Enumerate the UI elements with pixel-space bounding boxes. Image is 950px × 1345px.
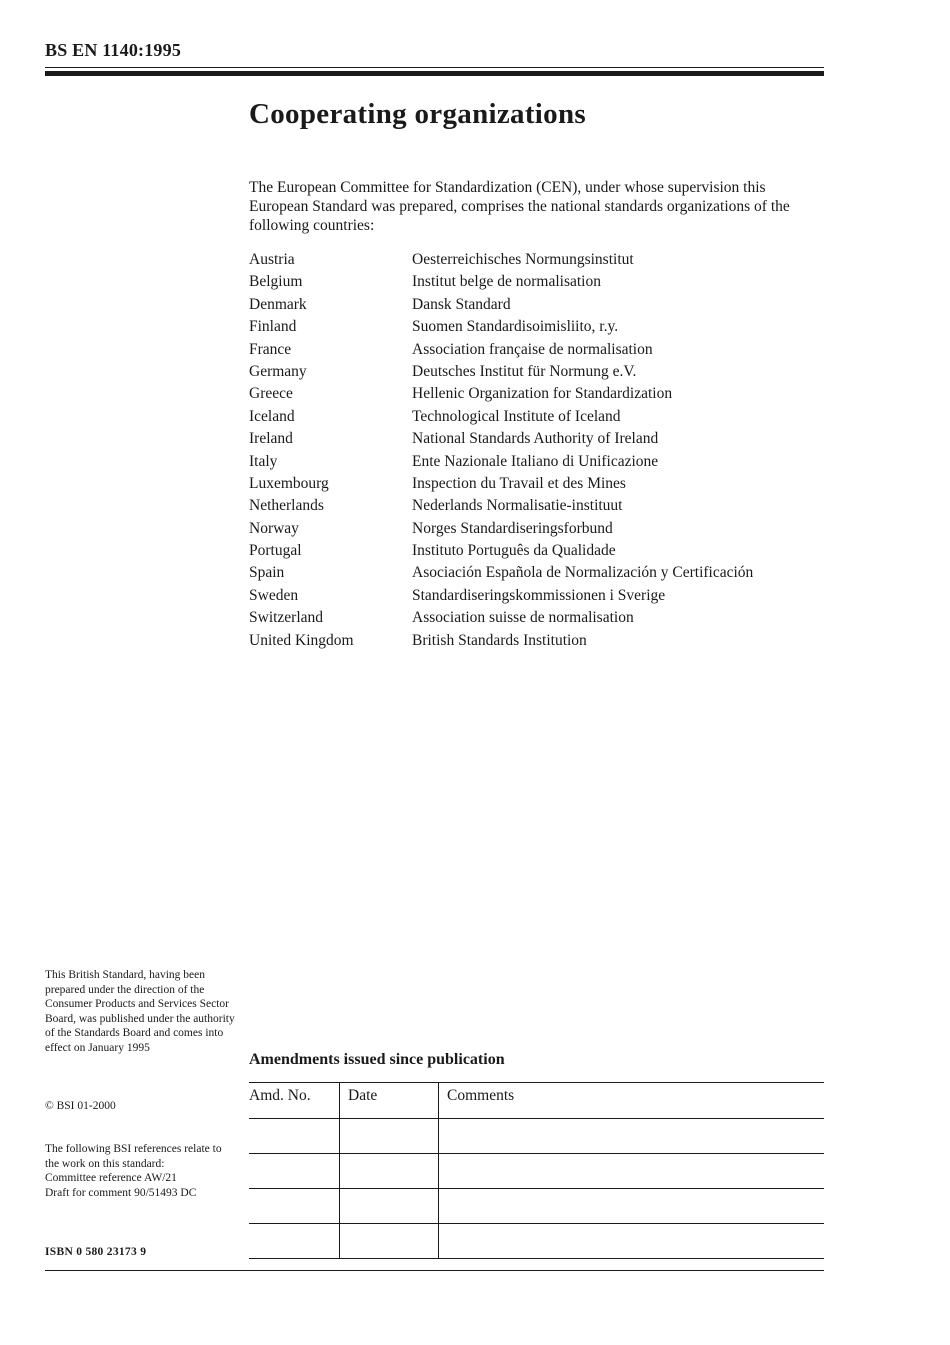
organization-name: Deutsches Institut für Normung e.V. <box>412 362 637 380</box>
isbn: ISBN 0 580 23173 9 <box>45 1246 147 1258</box>
intro-paragraph: The European Committee for Standardization (CEN), under whose supervision this European Standard was prepared, comprises the national standards organizations of the following countries: <box>249 179 790 234</box>
organization-name: British Standards Institution <box>412 631 587 649</box>
organization-row <box>249 339 824 361</box>
organization-country: Finland <box>249 318 297 336</box>
organization-country: Belgium <box>249 273 303 291</box>
publication-note-text: This British Standard, having been prepared under the direction of the Consumer Products and Services Sector Board, was published under the authority of the Standards Board and comes into effect on January 1995 <box>45 969 235 1054</box>
organization-row <box>249 562 824 584</box>
table-cell <box>249 1189 340 1224</box>
organization-row <box>249 495 824 517</box>
draft-reference: Draft for comment 90/51493 DC <box>45 1186 197 1199</box>
organization-country: Portugal <box>249 542 302 560</box>
organization-row <box>249 294 824 316</box>
organization-name: Association suisse de normalisation <box>412 609 634 627</box>
organization-country: Luxembourg <box>249 474 329 492</box>
header-rule-thin <box>45 67 824 68</box>
organization-country: France <box>249 340 292 358</box>
amendments-table <box>249 1082 824 1259</box>
copyright-text: © BSI 01-2000 <box>45 1100 116 1112</box>
publication-note <box>45 968 237 1055</box>
organization-country: Netherlands <box>249 497 324 515</box>
organization-country: Italy <box>249 452 278 470</box>
table-cell <box>439 1224 825 1259</box>
organization-country: Germany <box>249 362 307 380</box>
organization-name: Standardiseringskommissionen i Sverige <box>412 586 666 604</box>
amendments-header-row <box>249 1083 824 1119</box>
organizations-list <box>249 249 824 652</box>
column-header-amd-no: Amd. No. <box>249 1087 311 1104</box>
table-cell <box>249 1119 340 1154</box>
organization-name: Inspection du Travail et des Mines <box>412 474 626 492</box>
organization-country: Spain <box>249 564 285 582</box>
organization-row <box>249 316 824 338</box>
organization-country: United Kingdom <box>249 631 354 649</box>
organization-country: Ireland <box>249 430 293 448</box>
organization-row <box>249 607 824 629</box>
table-cell <box>340 1119 439 1154</box>
document-reference: BS EN 1140:1995 <box>45 40 182 60</box>
organization-country: Denmark <box>249 295 307 313</box>
table-cell <box>340 1224 439 1259</box>
table-row <box>249 1189 824 1224</box>
organization-country: Austria <box>249 251 295 268</box>
organization-name: Hellenic Organization for Standardization <box>412 385 673 403</box>
organization-country: Greece <box>249 385 293 403</box>
table-row <box>249 1224 824 1259</box>
table-cell <box>340 1154 439 1189</box>
organization-row <box>249 406 824 428</box>
organization-row <box>249 383 824 405</box>
organization-row <box>249 585 824 607</box>
organization-row <box>249 361 824 383</box>
organization-name: Asociación Española de Normalización y Certificación <box>412 564 754 582</box>
organization-name: National Standards Authority of Ireland <box>412 430 659 448</box>
organization-row <box>249 451 824 473</box>
column-header-date: Date <box>340 1083 439 1119</box>
bsi-references <box>45 1142 237 1200</box>
organization-name: Technological Institute of Iceland <box>412 407 621 425</box>
organization-name: Association française de normalisation <box>412 340 653 358</box>
organization-name: Institut belge de normalisation <box>412 273 601 291</box>
committee-reference: Committee reference AW/21 <box>45 1172 177 1184</box>
organization-name: Oesterreichisches Normungsinstitut <box>412 251 634 268</box>
table-row <box>249 1119 824 1154</box>
organization-name: Norges Standardiseringsforbund <box>412 519 613 537</box>
organization-name: Nederlands Normalisatie-instituut <box>412 497 623 515</box>
amendments-title: Amendments issued since publication <box>249 1051 505 1068</box>
organization-row <box>249 473 824 495</box>
organization-name: Ente Nazionale Italiano di Unificazione <box>412 452 659 470</box>
table-cell <box>439 1189 825 1224</box>
organization-row <box>249 428 824 450</box>
organization-country: Norway <box>249 519 299 537</box>
table-row <box>249 1154 824 1189</box>
organization-row <box>249 630 824 652</box>
column-header-comments: Comments <box>439 1083 825 1119</box>
header-rule-thick <box>45 71 824 76</box>
table-cell <box>249 1224 340 1259</box>
footer-rule <box>45 1270 824 1271</box>
table-cell <box>249 1154 340 1189</box>
table-cell <box>439 1119 825 1154</box>
organization-row <box>249 518 824 540</box>
organization-country: Sweden <box>249 586 299 604</box>
organization-row <box>249 249 824 271</box>
organization-name: Suomen Standardisoimisliito, r.y. <box>412 318 619 336</box>
organization-name: Dansk Standard <box>412 295 511 313</box>
organization-row <box>249 271 824 293</box>
table-cell <box>439 1154 825 1189</box>
organization-name: Instituto Português da Qualidade <box>412 542 616 560</box>
table-cell <box>340 1189 439 1224</box>
references-intro: The following BSI references relate to the work on this standard: <box>45 1143 222 1170</box>
organization-row <box>249 540 824 562</box>
page-title: Cooperating organizations <box>249 98 586 130</box>
organization-country: Switzerland <box>249 609 324 627</box>
organization-country: Iceland <box>249 407 295 425</box>
copyright-note <box>45 1099 237 1114</box>
